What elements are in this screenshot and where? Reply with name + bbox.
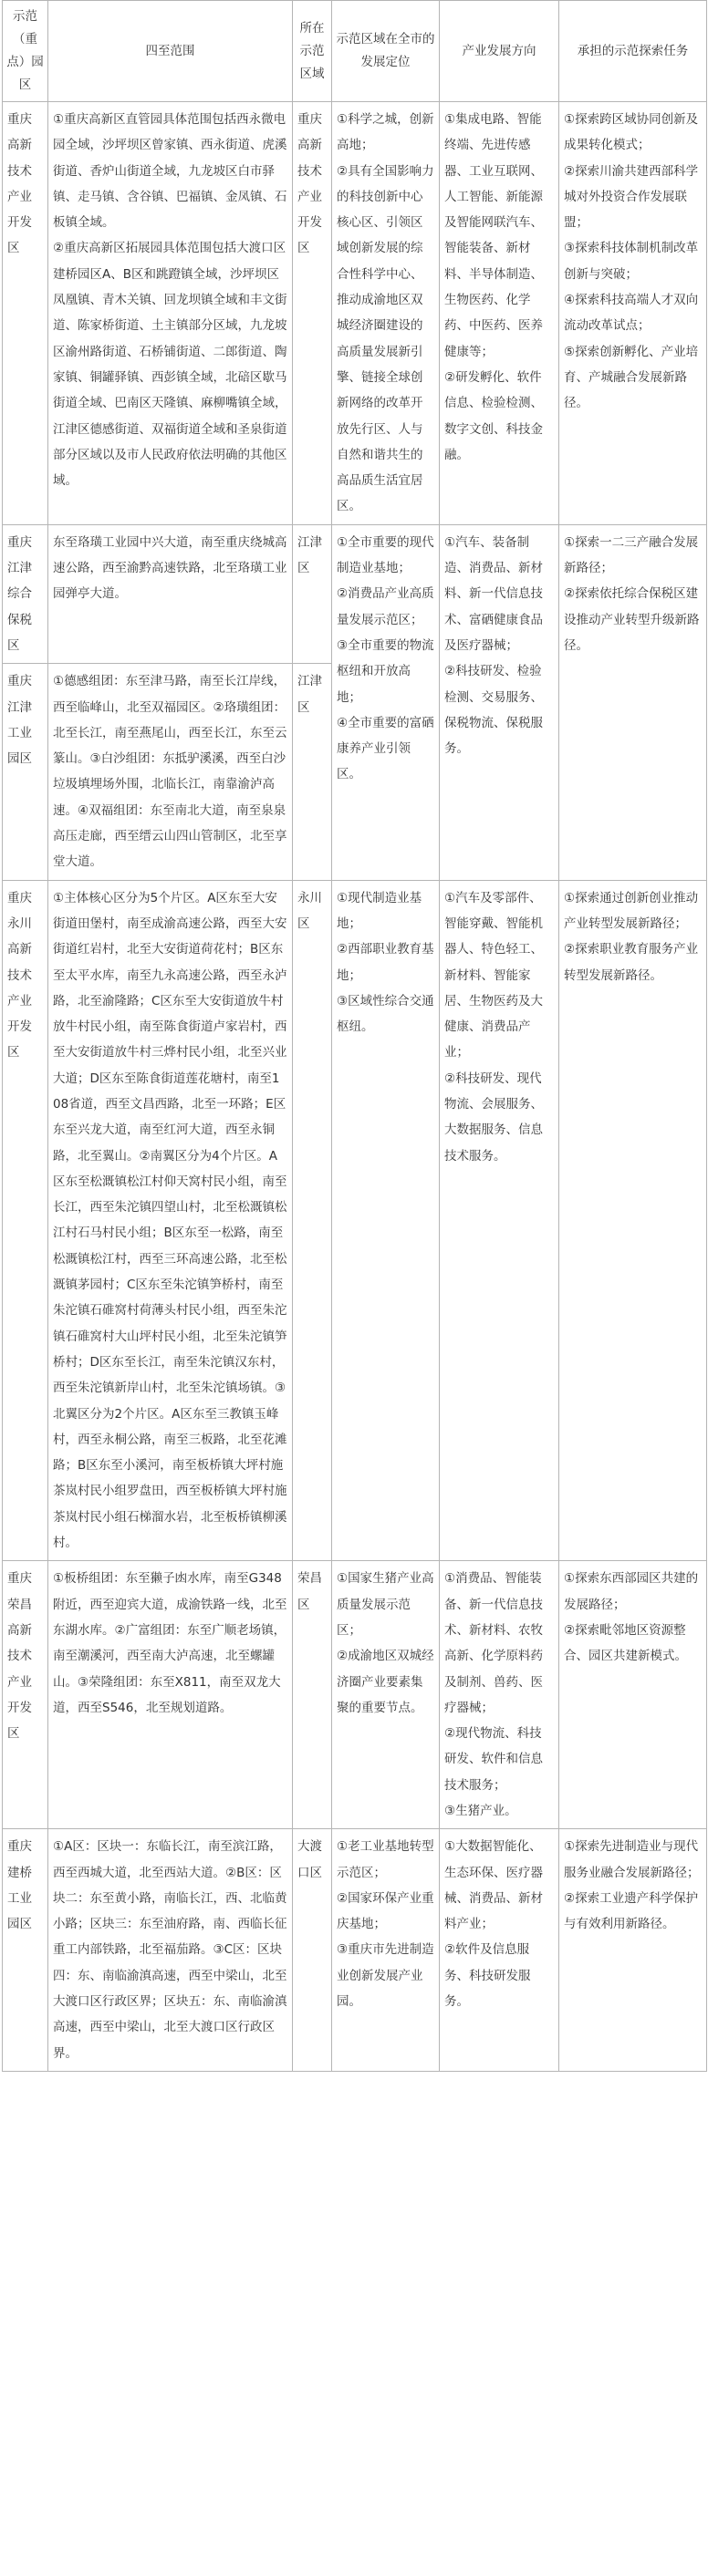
zone-positioning: ①科学之城，创新高地； ②具有全国影响力的科技创新中心核心区、引领区域创新发展的综合性科学中心、推动成渝地区双城经济圈建设的高质量发展新引擎、链接全球创新网络的改革开放先行区、人与自然和谐共生的高品质生活宜居区。 bbox=[332, 102, 440, 525]
zone-district: 大渡口区 bbox=[293, 1829, 332, 2072]
zone-name: 重庆建桥工业园区 bbox=[3, 1829, 48, 2072]
zone-tasks: ①探索东西部园区共建的发展路径； ②探索毗邻地区资源整合、园区共建新模式。 bbox=[559, 1561, 707, 1829]
zone-name: 重庆高新技术产业开发区 bbox=[3, 102, 48, 525]
zone-tasks: ①探索先进制造业与现代服务业融合发展新路径； ②探索工业遗产科学保护与有效利用新路径。 bbox=[559, 1829, 707, 2072]
zone-industry: ①消费品、智能装备、新一代信息技术、新材料、农牧高新、化学原料药及制剂、兽药、医疗器械； ②现代物流、科技研发、软件和信息技术服务； ③生猪产业。 bbox=[440, 1561, 559, 1829]
zone-positioning: ①现代制造业基地； ②西部职业教育基地； ③区域性综合交通枢纽。 bbox=[332, 880, 440, 1561]
zone-district: 荣昌区 bbox=[293, 1561, 332, 1829]
table-row bbox=[3, 1829, 707, 2072]
table-row bbox=[3, 102, 707, 525]
zone-tasks: ①探索一二三产融合发展新路径； ②探索依托综合保税区建设推动产业转型升级新路径。 bbox=[559, 524, 707, 880]
zone-industry: ①大数据智能化、生态环保、医疗器械、消费品、新材料产业； ②软件及信息服务、科技研发服务。 bbox=[440, 1829, 559, 2072]
zone-district: 重庆高新技术产业开发区 bbox=[293, 102, 332, 525]
header-industry: 产业发展方向 bbox=[440, 1, 559, 102]
zone-positioning: ①全市重要的现代制造业基地； ②消费品产业高质量发展示范区； ③全市重要的物流枢纽和开放高地； ④全市重要的富硒康养产业引领区。 bbox=[332, 524, 440, 880]
header-zone: 示范（重点）园区 bbox=[3, 1, 48, 102]
zone-industry: ①汽车及零部件、智能穿戴、智能机器人、特色轻工、新材料、智能家居、生物医药及大健康、消费品产业； ②科技研发、现代物流、会展服务、大数据服务、信息技术服务。 bbox=[440, 880, 559, 1561]
table-row bbox=[3, 880, 707, 1561]
zone-scope: ①重庆高新区直管园具体范围包括西永微电园全域，沙坪坝区曾家镇、西永街道、虎溪街道、香炉山街道全域，九龙坡区白市驿镇、走马镇、含谷镇、巴福镇、金凤镇、石板镇全域。 ②重庆高新区拓展园具体范围包括大渡口区建桥园区A、B区和跳蹬镇全域，沙坪坝区凤凰镇、青木关镇、回龙坝镇全域和丰文街道、陈家桥街道、土主镇部分区域，九龙坡区渝州路街道、石桥铺街道、二郎街道、陶家镇、铜罐驿镇、西彭镇全域，北碚区歇马街道全域、巴南区天隆镇、麻柳嘴镇全域，江津区德感街道、双福街道全域和圣泉街道部分区域以及市人民政府依法明确的其他区域。 bbox=[48, 102, 293, 525]
zone-industry: ①汽车、装备制造、消费品、新材料、新一代信息技术、富硒健康食品及医疗器械； ②科技研发、检验检测、交易服务、保税物流、保税服务。 bbox=[440, 524, 559, 880]
header-scope: 四至范围 bbox=[48, 1, 293, 102]
zone-scope: ①A区：区块一：东临长江，南至滨江路，西至西城大道，北至西站大道。②B区：区块二：东至黄小路，南临长江，西、北临黄小路；区块三：东至油府路，南、西临长征重工内部铁路，北至福茄路。③C区：区块四：东、南临渝滇高速，西至中梁山，北至大渡口区行政区界；区块五：东、南临渝滇高速，西至中梁山，北至大渡口区行政区界。 bbox=[48, 1829, 293, 2072]
zone-name: 重庆江津综合保税区 bbox=[3, 524, 48, 663]
zone-district: 江津区 bbox=[293, 524, 332, 663]
zone-scope: ①主体核心区分为5个片区。A区东至大安街道田堡村，南至成渝高速公路，西至大安街道红岩村，北至大安街道荷花村；B区东至太平水库，南至九永高速公路，西至永泸路，北至渝隆路；C区东至大安街道放牛村放牛村民小组，南至陈食街道卢家岩村，西至大安街道放牛村三烨村民小组，北至兴业大道；D区东至陈食街道莲花塘村，南至108省道，西至文昌西路，北至一环路；E区东至兴龙大道，南至红河大道，西至永铜路，北至翼山。②南翼区分为4个片区。A区东至松溉镇松江村仰天窝村民小组，南至长江，西至朱沱镇四望山村，北至松溉镇松江村石马村民小组；B区东至一松路，南至松溉镇松江村，西至三环高速公路，北至松溉镇茅园村；C区东至朱沱镇笋桥村，南至朱沱镇石碓窝村荷薄头村民小组，西至朱沱镇石碓窝村大山坪村民小组，北至朱沱镇笋桥村；D区东至长江，南至朱沱镇汉东村，西至朱沱镇新岸山村，北至朱沱镇场镇。③北翼区分为2个片区。A区东至三教镇玉峰村，西至永桐公路，南至三板路，北至花滩路；B区东至小溪河，南至板桥镇大坪村施茶岚村民小组罗盘田，西至板桥镇大坪村施茶岚村民小组石梯溜水岩，北至板桥镇柳溪村。 bbox=[48, 880, 293, 1561]
table-row bbox=[3, 1561, 707, 1829]
zone-name: 重庆江津工业园区 bbox=[3, 664, 48, 880]
zone-scope: 东至珞璜工业园中兴大道，南至重庆绕城高速公路，西至渝黔高速铁路，北至珞璜工业园弹亭大道。 bbox=[48, 524, 293, 663]
header-positioning: 示范区域在全市的发展定位 bbox=[332, 1, 440, 102]
zone-name: 重庆永川高新技术产业开发区 bbox=[3, 880, 48, 1561]
zone-positioning: ①老工业基地转型示范区； ②国家环保产业重庆基地； ③重庆市先进制造业创新发展产业园。 bbox=[332, 1829, 440, 2072]
demo-zones-table bbox=[2, 0, 707, 2072]
zone-name: 重庆荣昌高新技术产业开发区 bbox=[3, 1561, 48, 1829]
zone-tasks: ①探索通过创新创业推动产业转型发展新路径； ②探索职业教育服务产业转型发展新路径。 bbox=[559, 880, 707, 1561]
table-header-row bbox=[3, 1, 707, 102]
zone-district: 永川区 bbox=[293, 880, 332, 1561]
zone-tasks: ①探索跨区域协同创新及成果转化模式； ②探索川渝共建西部科学城对外投资合作发展联盟； ③探索科技体制机制改革创新与突破； ④探索科技高端人才双向流动改革试点； ⑤探索创新孵化、产业培育、产城融合发展新路径。 bbox=[559, 102, 707, 525]
zone-industry: ①集成电路、智能终端、先进传感器、工业互联网、人工智能、新能源及智能网联汽车、智能装备、新材料、半导体制造、生物医药、化学药、中医药、医养健康等； ②研发孵化、软件信息、检验检测、数字文创、科技金融。 bbox=[440, 102, 559, 525]
header-district: 所在示范区域 bbox=[293, 1, 332, 102]
zone-positioning: ①国家生猪产业高质量发展示范区； ②成渝地区双城经济圈产业要素集聚的重要节点。 bbox=[332, 1561, 440, 1829]
zone-scope: ①板桥组团：东至獭子凼水库，南至G348附近，西至迎宾大道，成渝铁路一线，北至东湖水库。②广富组团：东至广顺老场镇，南至潮溪河，西至南大泸高速，北至螺罐山。③荣隆组团：东至X811，南至双龙大道，西至S546，北至规划道路。 bbox=[48, 1561, 293, 1829]
table-row bbox=[3, 524, 707, 663]
header-tasks: 承担的示范探索任务 bbox=[559, 1, 707, 102]
zone-district: 江津区 bbox=[293, 664, 332, 880]
zone-scope: ①德感组团：东至津马路，南至长江岸线，西至临峰山，北至双福园区。②珞璜组团：北至长江，南至燕尾山，西至长江，东至云篆山。③白沙组团：东抵驴溪溪，西至白沙垃圾填埋场外围，北临长江，南靠渝泸高速。④双福组团：东至南北大道，南至泉泉高压走廊，西至缙云山四山管制区，北至享堂大道。 bbox=[48, 664, 293, 880]
